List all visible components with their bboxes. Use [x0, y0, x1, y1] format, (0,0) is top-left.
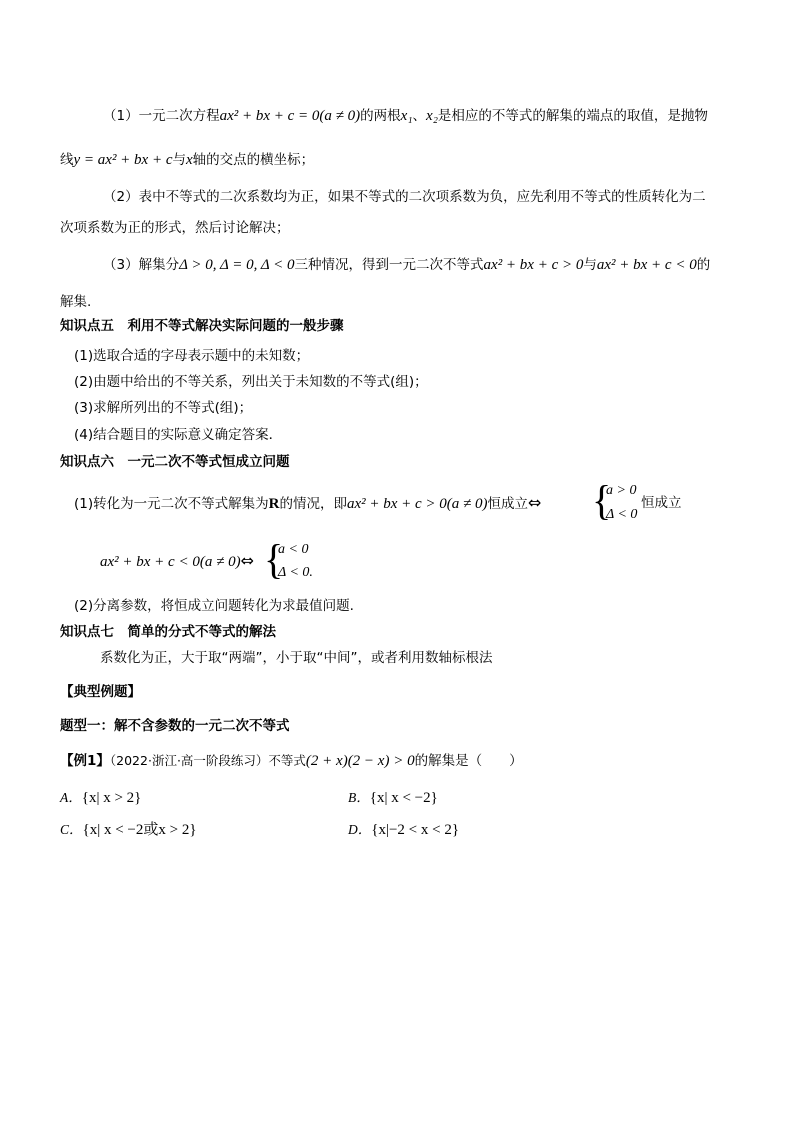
separator: 、: [412, 108, 427, 124]
k6-text: 恒成立: [487, 496, 529, 512]
note-text: （1）一元二次方程: [103, 108, 220, 124]
note-text: 解集.: [60, 294, 92, 310]
parabola-equation: y = ax² + bx + c: [73, 152, 173, 168]
iff-symbol: ⇔: [528, 493, 542, 512]
note-2-line-2: [60, 218, 290, 238]
k7-title: 知识点七 简单的分式不等式的解法: [60, 624, 276, 640]
choice-text: {x| x < −2}: [369, 790, 438, 806]
choice-text: {x| x > 2}: [81, 790, 142, 806]
iff-symbol: ⇔: [240, 551, 254, 570]
discriminant-cases: Δ > 0, Δ = 0, Δ < 0: [179, 257, 295, 273]
example-tail: 的解集是（ ）: [414, 753, 523, 769]
note-3-line-2: [60, 292, 91, 312]
note-text: （3）解集分: [103, 257, 180, 273]
inequality-gt: ax² + bx + c > 0: [483, 257, 584, 273]
note-text: 线: [60, 152, 74, 168]
case-1-top: a > 0: [606, 483, 637, 498]
k5-item: (4)结合题目的实际意义确定答案．: [74, 427, 283, 443]
inequality-lt: ax² + bx + c < 0: [596, 257, 697, 273]
note-text: 次项系数为正的形式，然后讨论解决；: [60, 220, 290, 236]
choice-c[interactable]: [60, 820, 197, 840]
choice-text: {x| x < −2或x > 2}: [82, 822, 197, 838]
choice-letter: B．: [348, 790, 370, 805]
k6-text: 的情况，即: [279, 496, 347, 512]
note-text: （2）表中不等式的二次系数均为正，如果不等式的二次项系数为负，应先利用不等式的性质转化为二: [103, 189, 706, 205]
inequality-gt-condition: ax² + bx + c > 0(a ≠ 0): [346, 496, 488, 512]
k5-title: 知识点五 利用不等式解决实际问题的一般步骤: [60, 318, 344, 334]
choice-letter: D．: [348, 822, 372, 837]
k6-line-1: [74, 493, 541, 514]
k6-text: (1)转化为一元二次不等式解集为: [74, 496, 269, 512]
set-R: R: [268, 496, 280, 512]
note-1-line-2: [60, 150, 314, 170]
note-text: 三种情况，得到一元二次不等式: [294, 257, 484, 273]
inequality-lt-condition: ax² + bx + c < 0(a ≠ 0): [100, 554, 241, 570]
note-text: 的: [696, 257, 711, 273]
choice-text: {x|−2 < x < 2}: [371, 822, 460, 838]
section-heading: 【典型例题】: [60, 684, 141, 700]
choice-letter: A．: [60, 790, 82, 805]
k6-line-2: [100, 551, 254, 572]
note-2-line-1: [103, 187, 706, 207]
choice-letter: C．: [60, 822, 83, 837]
left-brace: {: [264, 535, 284, 584]
example-inequality: (2 + x)(2 − x) > 0: [305, 753, 415, 769]
note-text: 是相应的不等式的解集的端点的取值，是抛物: [437, 108, 708, 124]
axis-x: x: [186, 152, 193, 168]
case-2-top: a < 0: [278, 542, 309, 557]
case-1-bottom: Δ < 0: [606, 507, 638, 522]
note-1-line-1: [103, 106, 708, 126]
choice-b[interactable]: [348, 788, 438, 808]
example-tag: 【例1】: [60, 753, 110, 769]
question-type-title: 题型一：解不含参数的一元二次不等式: [60, 718, 290, 734]
k5-item: (2)由题中给出的不等关系，列出关于未知数的不等式(组)；: [74, 374, 428, 390]
note-3-line-1: [103, 255, 710, 275]
choice-a[interactable]: [60, 788, 141, 808]
example-source: （2022·浙江·高一阶段练习）不等式: [109, 753, 306, 768]
root-x1: x₁: [400, 108, 413, 124]
note-text: 轴的交点的横坐标；: [192, 152, 315, 168]
k6-line-3: (2)分离参数，将恒成立问题转化为求最值问题.: [74, 598, 354, 614]
k5-item: (3)求解所列出的不等式(组)；: [74, 400, 253, 416]
note-text: 与: [172, 152, 186, 168]
choice-d[interactable]: [348, 820, 459, 840]
example-1-stem: [60, 751, 523, 771]
case-2-bottom: Δ < 0.: [278, 565, 313, 580]
k5-item: (1)选取合适的字母表示题中的未知数；: [74, 348, 310, 364]
k6-text: 恒成立: [641, 495, 682, 511]
k7-body: 系数化为正，大于取“两端”，小于取“中间”，或者利用数轴标根法: [100, 650, 493, 666]
note-text: 与: [583, 257, 597, 273]
k6-title: 知识点六 一元二次不等式恒成立问题: [60, 454, 290, 470]
root-x2: x₂: [426, 108, 438, 124]
left-brace: {: [592, 476, 612, 525]
note-text: 的两根: [360, 108, 401, 124]
equation: ax² + bx + c = 0(a ≠ 0): [219, 108, 361, 124]
